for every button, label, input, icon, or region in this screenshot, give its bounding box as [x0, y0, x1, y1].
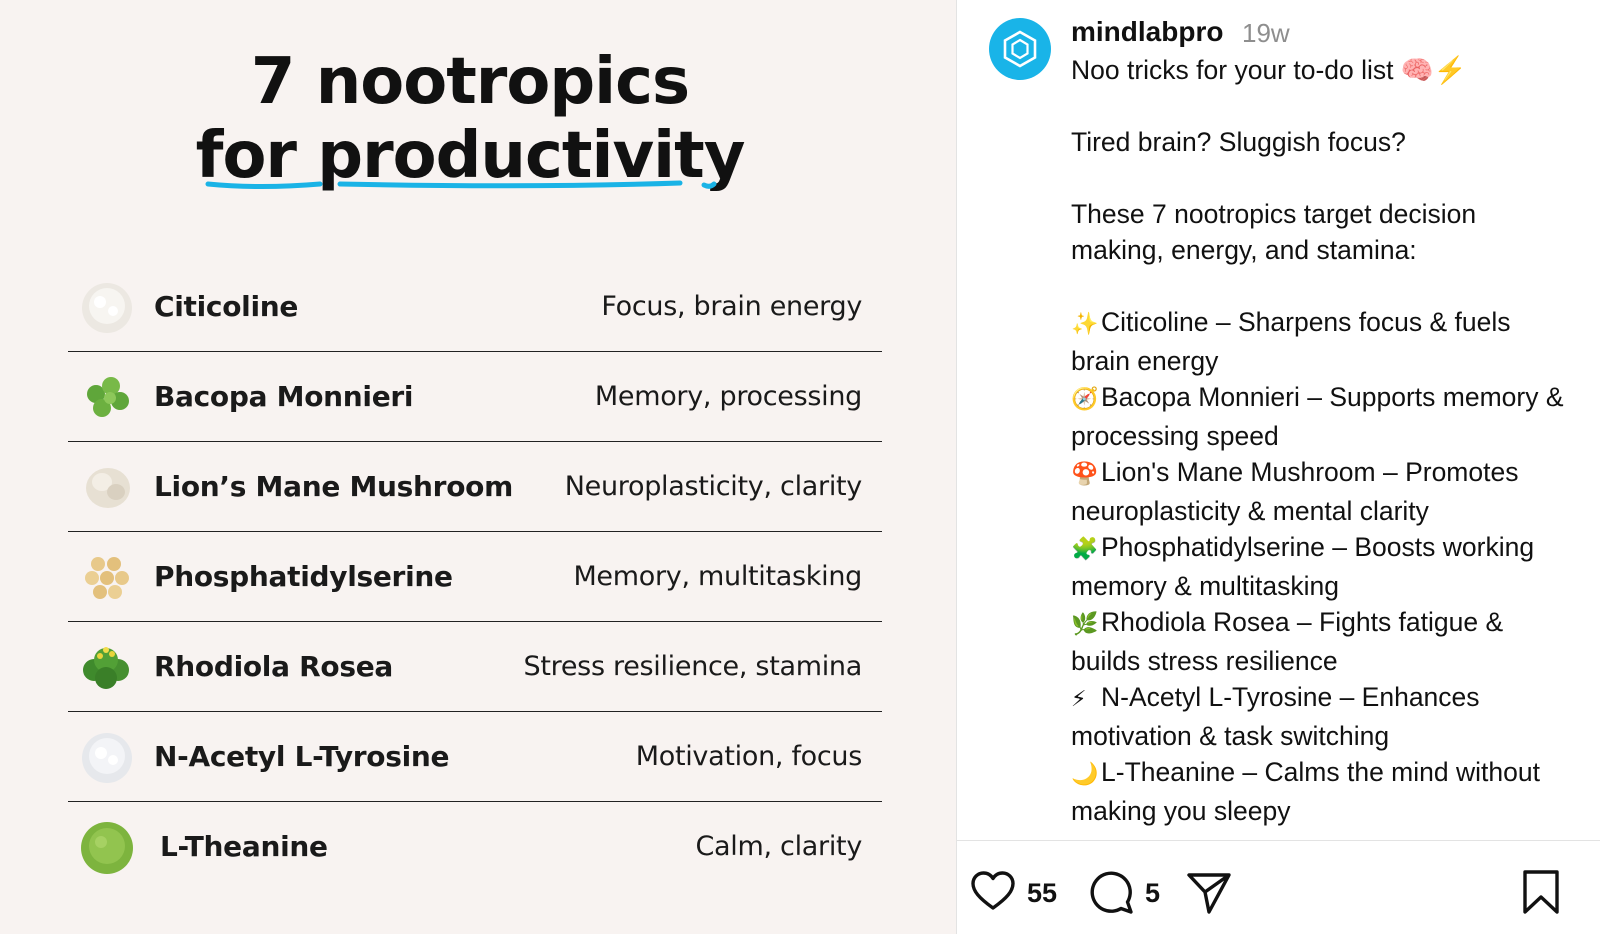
table-row [68, 622, 882, 712]
row-benefit: Motivation, focus [635, 741, 862, 772]
table-row [68, 442, 882, 532]
mushroom-icon [78, 458, 136, 516]
caption-item: ⚡ N-Acetyl L-Tyrosine – Enhances motivation & task switching [1071, 682, 1480, 751]
post-title-line-2: for productivity [195, 119, 745, 193]
moon-icon: 🌙 [1071, 762, 1099, 787]
caption-line: Noo tricks for your to-do list 🧠⚡ [1071, 55, 1467, 85]
caption-line: These 7 nootropics target decision making, energy, and stamina: [1071, 199, 1477, 265]
puzzle-icon: 🧩 [1071, 537, 1099, 562]
green-powder-icon [78, 818, 136, 876]
table-row [68, 712, 882, 802]
username-link[interactable]: mindlabpro [1071, 16, 1224, 47]
table-row [68, 262, 882, 352]
caption-text [1071, 52, 1576, 829]
caption-item: 🧭Bacopa Monnieri – Supports memory & processing speed [1071, 382, 1564, 451]
row-benefit: Focus, brain energy [601, 291, 862, 322]
row-name: Rhodiola Rosea [154, 650, 393, 683]
heart-icon[interactable] [969, 868, 1017, 916]
row-benefit: Memory, processing [594, 381, 862, 412]
mushroom-emoji-icon: 🍄 [1071, 462, 1099, 487]
compass-icon: 🧭 [1071, 387, 1099, 412]
row-benefit: Calm, clarity [695, 831, 862, 862]
caption-item: 🧩Phosphatidylserine – Boosts working memory & multitasking [1071, 532, 1535, 601]
table-row [68, 802, 882, 892]
caption-item: 🌿Rhodiola Rosea – Fights fatigue & builds stress resilience [1071, 607, 1504, 676]
share-icon[interactable] [1185, 868, 1233, 916]
row-name: Phosphatidylserine [154, 560, 453, 593]
like-count[interactable]: 55 [1027, 878, 1058, 908]
post-title-line-1: 7 nootropics [250, 45, 690, 119]
caption-item: ✨Citicoline – Sharpens focus & fuels brain energy [1071, 307, 1511, 376]
row-name: N-Acetyl L-Tyrosine [154, 740, 450, 773]
beans-icon [78, 548, 136, 606]
title-underline [200, 176, 730, 196]
bookmark-icon[interactable] [1521, 868, 1561, 916]
row-name: Citicoline [154, 290, 299, 323]
powder-icon [78, 728, 136, 786]
row-name: Lion’s Mane Mushroom [154, 470, 513, 503]
hexagon-logo-icon [1000, 29, 1040, 69]
row-benefit: Memory, multitasking [573, 561, 862, 592]
plant-icon [78, 638, 136, 696]
post-age: 19w [1242, 18, 1290, 48]
leaf-icon [78, 368, 136, 426]
row-benefit: Stress resilience, stamina [523, 651, 862, 682]
sparkles-icon: ✨ [1071, 312, 1099, 337]
comment-count[interactable]: 5 [1145, 878, 1161, 908]
actions-divider [957, 840, 1600, 841]
table-row [68, 532, 882, 622]
table-row [68, 352, 882, 442]
comment-icon[interactable] [1087, 868, 1135, 916]
nootropics-table [68, 262, 882, 892]
caption-item: 🍄Lion's Mane Mushroom – Promotes neuroplasticity & mental clarity [1071, 457, 1519, 526]
row-name: L-Theanine [160, 830, 328, 863]
caption-line: Tired brain? Sluggish focus? [1071, 127, 1406, 157]
avatar[interactable] [989, 18, 1051, 80]
herb-icon: 🌿 [1071, 612, 1099, 637]
caption-item: 🌙L-Theanine – Calms the mind without making you sleepy [1071, 757, 1540, 826]
caption-panel [956, 0, 1600, 934]
lightning-icon: ⚡ [1071, 687, 1087, 712]
row-benefit: Neuroplasticity, clarity [564, 471, 862, 502]
action-bar [957, 868, 1600, 924]
row-name: Bacopa Monnieri [154, 380, 414, 413]
powder-icon [78, 278, 136, 336]
